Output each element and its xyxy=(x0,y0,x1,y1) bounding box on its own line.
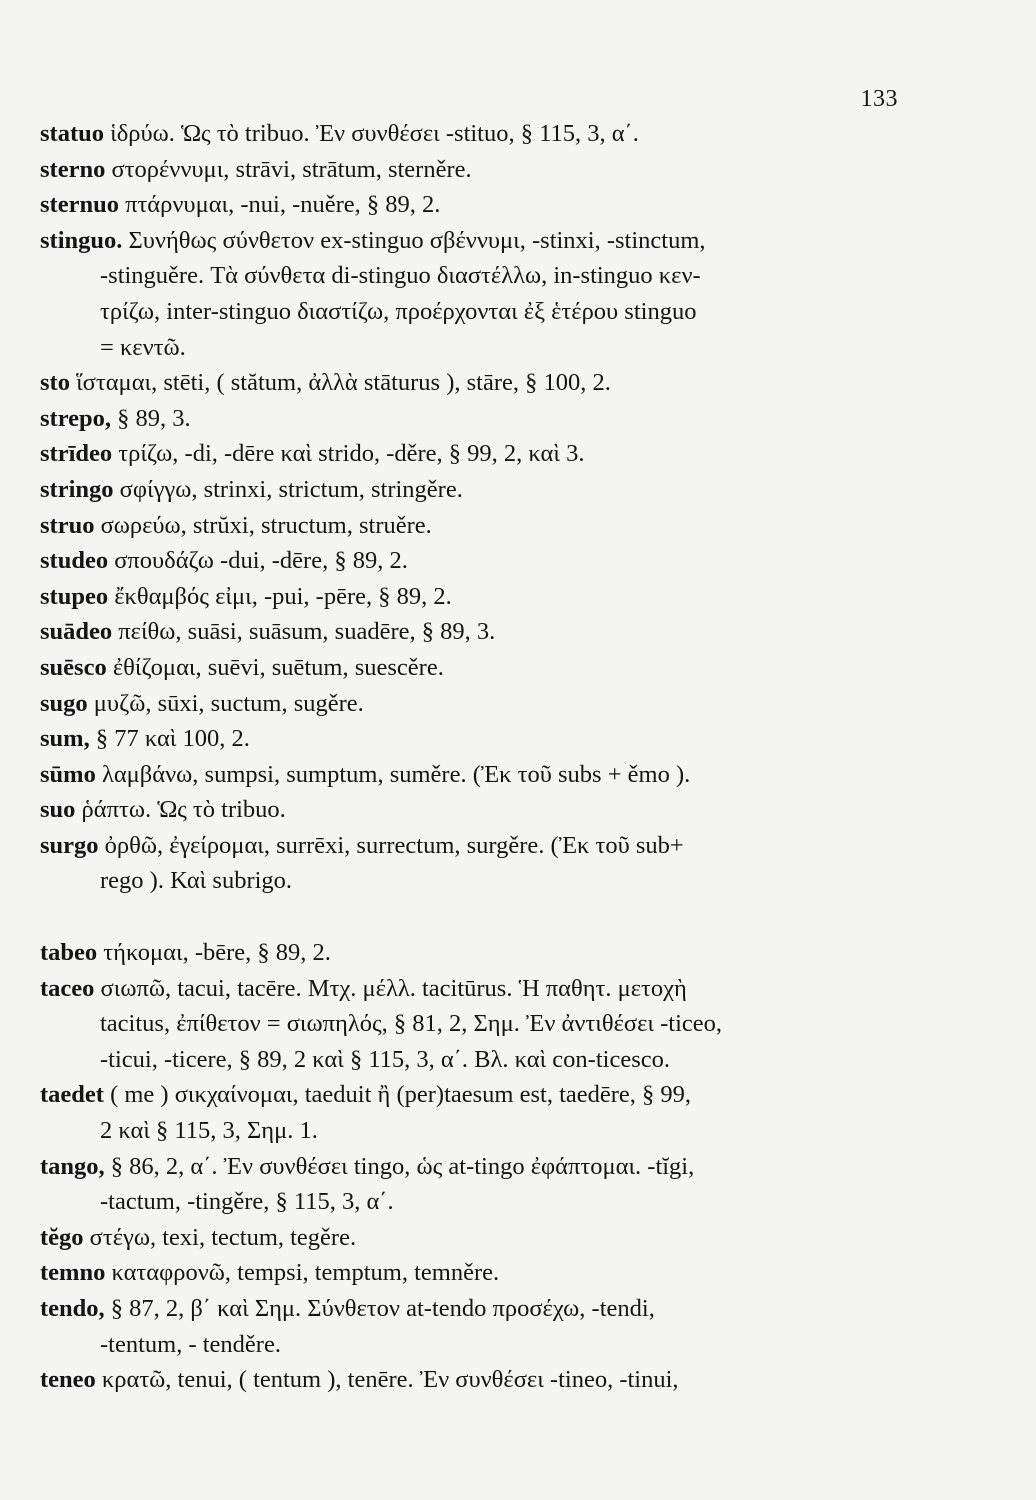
entry-headword: sterno xyxy=(40,155,106,183)
dictionary-entry xyxy=(40,686,920,722)
entry-headword: stinguo. xyxy=(40,226,123,254)
entry-headword: taedet xyxy=(40,1081,104,1109)
entry-text: σπουδάζω -dui, -dēre, § 89, 2. xyxy=(108,547,408,575)
entry-text: ( me ) σικχαίνομαι, taeduit ἢ (per)taesum est, taedēre, § 99, xyxy=(103,1081,692,1109)
dictionary-entry xyxy=(40,116,920,152)
entry-text: § 89, 3. xyxy=(111,404,191,432)
dictionary-entry xyxy=(40,436,920,472)
group-separator xyxy=(40,899,920,935)
page-number: 133 xyxy=(860,86,898,112)
dictionary-entry xyxy=(40,365,920,401)
entry-continuation-line xyxy=(40,1113,920,1149)
entry-text: λαμβάνω, sumpsi, sumptum, suměre. (Ἐκ τοῦ subs + ěmo ). xyxy=(95,760,691,788)
entry-first-line xyxy=(40,757,920,793)
entry-first-line xyxy=(40,686,920,722)
entry-headword: suādeo xyxy=(40,618,113,646)
dictionary-entry xyxy=(40,543,920,579)
entry-text: σιωπῶ, tacui, tacēre. Μτχ. μέλλ. tacitūrus. Ἡ παθητ. μετοχὴ xyxy=(94,974,687,1002)
entry-continuation-line xyxy=(40,330,920,366)
dictionary-entry xyxy=(40,579,920,615)
entry-list xyxy=(40,116,920,1398)
entry-text: μυζῶ, sūxi, suctum, sugěre. xyxy=(87,689,364,717)
entry-text: στορέννυμι, strāvi, strātum, sterněre. xyxy=(105,155,472,183)
entry-text: Συνήθως σύνθετον ex-stinguo σβέννυμι, -stinxi, -stinctum, xyxy=(122,226,706,254)
entry-first-line xyxy=(40,508,920,544)
entry-text: κρατῶ, tenui, ( tentum ), tenēre. Ἐν συνθέσει -tineo, -tinui, xyxy=(95,1366,679,1394)
entry-first-line xyxy=(40,365,920,401)
entry-first-line xyxy=(40,1255,920,1291)
entry-continuation-line xyxy=(40,1184,920,1220)
dictionary-entry xyxy=(40,223,920,365)
entry-first-line xyxy=(40,116,920,152)
entry-text: ὀρθῶ, ἐγείρομαι, surrēxi, surrectum, surgěre. (Ἐκ τοῦ sub+ xyxy=(98,831,684,859)
entry-headword: stringo xyxy=(40,475,114,503)
entry-headword: temno xyxy=(40,1259,106,1287)
entry-group-t xyxy=(40,935,920,1398)
dictionary-entry xyxy=(40,935,920,971)
entry-text: πείθω, suāsi, suāsum, suadēre, § 89, 3. xyxy=(112,618,496,646)
entry-text: σωρεύω, strŭxi, structum, struěre. xyxy=(94,511,432,539)
entry-text: rego ). Καὶ subrigo. xyxy=(100,867,293,895)
entry-headword: tendo, xyxy=(40,1295,105,1322)
entry-first-line xyxy=(40,935,920,971)
entry-text: § 87, 2, β΄ καὶ Σημ. Σύνθετον at-tendo προσέχω, -tendi, xyxy=(104,1295,655,1322)
entry-headword: strīdeo xyxy=(40,440,113,468)
entry-first-line xyxy=(40,614,920,650)
entry-headword: sum, xyxy=(40,725,90,753)
dictionary-entry xyxy=(40,650,920,686)
dictionary-entry xyxy=(40,1255,920,1291)
entry-headword: sternuo xyxy=(40,191,119,219)
entry-text: § 86, 2, α΄. Ἐν συνθέσει tingo, ὡς at-tingo ἐφάπτομαι. -tĭgi, xyxy=(104,1152,695,1180)
entry-text: ἵσταμαι, stēti, ( stătum, ἀλλὰ stāturus ), stāre, § 100, 2. xyxy=(69,369,611,397)
entry-first-line xyxy=(40,152,920,188)
entry-headword: taceo xyxy=(40,974,95,1002)
dictionary-entry xyxy=(40,401,920,437)
entry-headword: surgo xyxy=(40,831,99,859)
dictionary-entry xyxy=(40,1149,920,1220)
entry-headword: suēsco xyxy=(40,653,107,681)
entry-first-line xyxy=(40,828,920,864)
entry-text: τρίζω, inter-stinguo διαστίζω, προέρχονται ἐξ ἑτέρου stinguo xyxy=(100,297,697,325)
entry-text: ἱδρύω. Ὡς τὸ tribuo. Ἐν συνθέσει -stituo, § 115, 3, α΄. xyxy=(103,120,639,147)
entry-headword: sto xyxy=(40,369,70,397)
entry-headword: sugo xyxy=(40,689,88,717)
entry-first-line xyxy=(40,650,920,686)
entry-continuation-line xyxy=(40,1327,920,1363)
entry-text: = κεντῶ. xyxy=(100,333,186,361)
entry-first-line xyxy=(40,472,920,508)
entry-first-line xyxy=(40,971,920,1007)
entry-first-line xyxy=(40,1220,920,1256)
entry-first-line xyxy=(40,187,920,223)
entry-first-line xyxy=(40,1362,920,1398)
entry-headword: tĕgo xyxy=(40,1223,84,1251)
entry-first-line xyxy=(40,223,920,259)
dictionary-entry xyxy=(40,1077,920,1148)
entry-text: στέγω, texi, tectum, tegěre. xyxy=(83,1223,357,1251)
dictionary-entry xyxy=(40,757,920,793)
entry-first-line xyxy=(40,543,920,579)
entry-first-line xyxy=(40,721,920,757)
entry-headword: statuo xyxy=(40,120,104,147)
dictionary-entry xyxy=(40,187,920,223)
entry-first-line xyxy=(40,792,920,828)
dictionary-entry xyxy=(40,1362,920,1398)
entry-continuation-line xyxy=(40,1006,920,1042)
dictionary-entry xyxy=(40,508,920,544)
entry-text: -tactum, -tingěre, § 115, 3, α΄. xyxy=(100,1188,394,1216)
entry-first-line xyxy=(40,1291,920,1327)
entry-text: tacitus, ἐπίθετον = σιωπηλός, § 81, 2, Σημ. Ἐν ἀντιθέσει -ticeo, xyxy=(100,1010,722,1038)
entry-text: καταφρονῶ, tempsi, temptum, temněre. xyxy=(105,1259,500,1287)
entry-continuation-line xyxy=(40,1042,920,1078)
entry-text: -ticui, -ticere, § 89, 2 καὶ § 115, 3, α΄. Βλ. καὶ con-ticesco. xyxy=(100,1045,670,1073)
dictionary-entry xyxy=(40,828,920,899)
entry-text: § 77 καὶ 100, 2. xyxy=(89,725,250,753)
entry-text: ἐθίζομαι, suēvi, suētum, suescěre. xyxy=(106,653,444,681)
entry-headword: sūmo xyxy=(40,760,96,788)
entry-headword: teneo xyxy=(40,1366,96,1394)
entry-text: πτάρνυμαι, -nui, -nuěre, § 89, 2. xyxy=(118,191,441,219)
entry-first-line xyxy=(40,401,920,437)
entry-headword: stupeo xyxy=(40,582,109,610)
entry-text: ῥάπτω. Ὡς τὸ tribuo. xyxy=(75,796,286,824)
entry-text: ἔκθαμβός εἰμι, -pui, -pēre, § 89, 2. xyxy=(108,582,452,610)
entry-continuation-line xyxy=(40,294,920,330)
entry-continuation-line xyxy=(40,863,920,899)
entry-text: -stinguěre. Τὰ σύνθετα di-stinguo διαστέλλω, in-stinguo κεν- xyxy=(100,262,701,290)
entry-text: τρίζω, -di, -dēre καὶ strido, -děre, § 99, 2, καὶ 3. xyxy=(112,440,585,468)
entry-headword: studeo xyxy=(40,547,109,575)
entry-text: -tentum, - tenděre. xyxy=(100,1330,281,1358)
entry-headword: suo xyxy=(40,796,76,824)
entry-text: 2 καὶ § 115, 3, Σημ. 1. xyxy=(100,1117,318,1145)
dictionary-entry xyxy=(40,1291,920,1362)
entry-headword: tabeo xyxy=(40,939,98,967)
entry-group-s xyxy=(40,116,920,899)
entry-first-line xyxy=(40,1149,920,1185)
dictionary-entry xyxy=(40,792,920,828)
dictionary-entry xyxy=(40,1220,920,1256)
entry-first-line xyxy=(40,1077,920,1113)
entry-first-line xyxy=(40,436,920,472)
entry-continuation-line xyxy=(40,258,920,294)
entry-headword: tango, xyxy=(40,1152,105,1180)
dictionary-entry xyxy=(40,614,920,650)
entry-text: τήκομαι, -bēre, § 89, 2. xyxy=(97,939,331,967)
entry-headword: strepo, xyxy=(40,404,111,432)
entry-headword: struo xyxy=(40,511,95,539)
entry-first-line xyxy=(40,579,920,615)
dictionary-entry xyxy=(40,721,920,757)
dictionary-entry xyxy=(40,971,920,1078)
entry-text: σφίγγω, strinxi, strictum, stringěre. xyxy=(113,475,463,503)
dictionary-entry xyxy=(40,472,920,508)
dictionary-entry xyxy=(40,152,920,188)
